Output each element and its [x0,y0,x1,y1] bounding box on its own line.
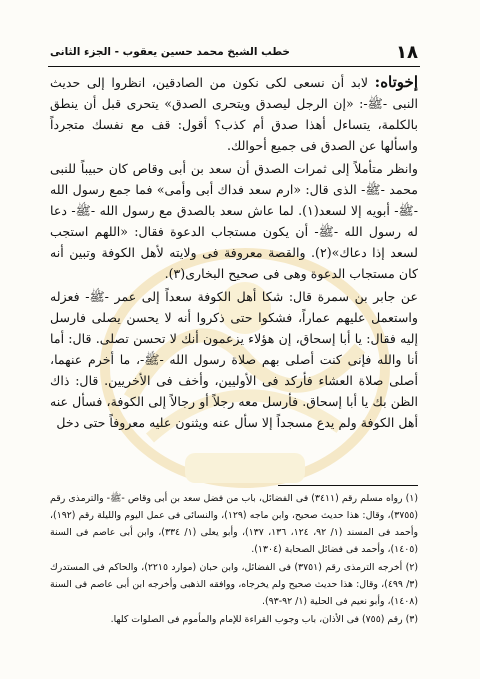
main-text [50,72,418,433]
running-title: خطب الشيخ محمد حسين يعقوب - الجزء الثانى [50,46,291,58]
header-rule [48,66,420,67]
paragraph-2: وانظر متأملاً إلى ثمرات الصدق أن سعد بن أبى وقاص كان حبيباً للنبى محمد -ﷺ- الذى قال: «ارم سعد فداك أبى وأمى» فما جمع رسول الله -ﷺ- أبويه إلا لسعد(١). لما عاش سعد بالصدق مع رسول الله -ﷺ- دعا له رسول الله -ﷺ- أن يكون مستجاب الدعوة فقال: «اللهم استجب لسعد إذا دعاك»(٢). والقصة معروفة فى ولايته لأهل الكوفة وتبين أنه كان مستجاب الدعوة وهى فى صحيح البخارى(٣). [50,161,419,281]
footnote-rule [278,485,418,486]
footnote-3: (٣) رقم (٧٥٥) فى الأذان، باب وجوب القراءة للإمام والمأموم فى الصلوات كلها. [110,614,418,625]
footnote-1: (١) رواه مسلم رقم (٣٤١١) فى الفضائل، باب من فضل سعد بن أبى وقاص -ﷺ- والترمذى رقم (٣٧٥٥)، وقال: هذا حديث صحيح، وابن ماجه (١٢٩)، والنسائى فى عمل اليوم والليلة رقم (١٩٢)، وأحمد فى المسند (١/ ٩٢، ١٢٤، ١٣٦، ١٣٧)، وأبو يعلى (١/ ٣٣٤)، وابن أبى عاصم فى السنة (١٤٠٥)، وأحمد فى فضائل الصحابة (١٣٠٤). [50,493,418,555]
footnotes [50,490,418,629]
footnote-2: (٢) أخرجه الترمذى رقم (٣٧٥١) فى الفضائل، وابن حبان (موارد ٢٢١٥)، والحاكم فى المستدرك (٣/ ٤٩٩)، وقال: هذا حديث صحيح ولم يخرجاه، ووافقه الذهبى وأخرجه ابن أبى عاصم فى السنة (١٤٠٨)، وأبو نعيم فى الحلية (١/ ٩٢-٩٣). [50,562,418,607]
paragraph-lead: إخوتاه: [374,73,418,91]
page-number: ١٨ [396,41,418,63]
paragraph-1-text: لابد أن نسعى لكى نكون من الصادقين، انظروا إلى حديث النبى -ﷺ-: «إن الرجل ليصدق ويتحرى الصدق» يتحرى قبل أن ينطق بالكلمة، يتساءل أهذا صدق أم كذب؟ أقول: قف مع نفسك متجرداً واسألها عن الصدق فى جميع أحوالك. [50,75,418,153]
paragraph-3: عن جابر بن سمرة قال: شكا أهل الكوفة سعداً إلى عمر -ﷺ- فعزله واستعمل عليهم عماراً، فشكوا حتى ذكروا أنه لا يحسن يصلى فارسل إليه فقال: يا أبا إسحاق، إن هؤلاء يزعمون أنك لا تحسن تصلى. قال: أما أنا والله فإنى كنت أصلى بهم صلاة رسول الله -ﷺ-، ما أخرم عنهما، أصلى صلاة العشاء فأركد فى الأوليين، وأخف فى الأخريين. قال: ذاك الظن بك يا أبا إسحاق. فأرسل معه رجلاً أو رجالاً إلى الكوفة، فسأل عنه أهل الكوفة ولم يدع مسجداً إلا سأل عنه ويثنون عليه معروفاً حتى دخل [50,289,418,430]
page-header [50,40,418,64]
paragraph-1 [50,72,418,156]
